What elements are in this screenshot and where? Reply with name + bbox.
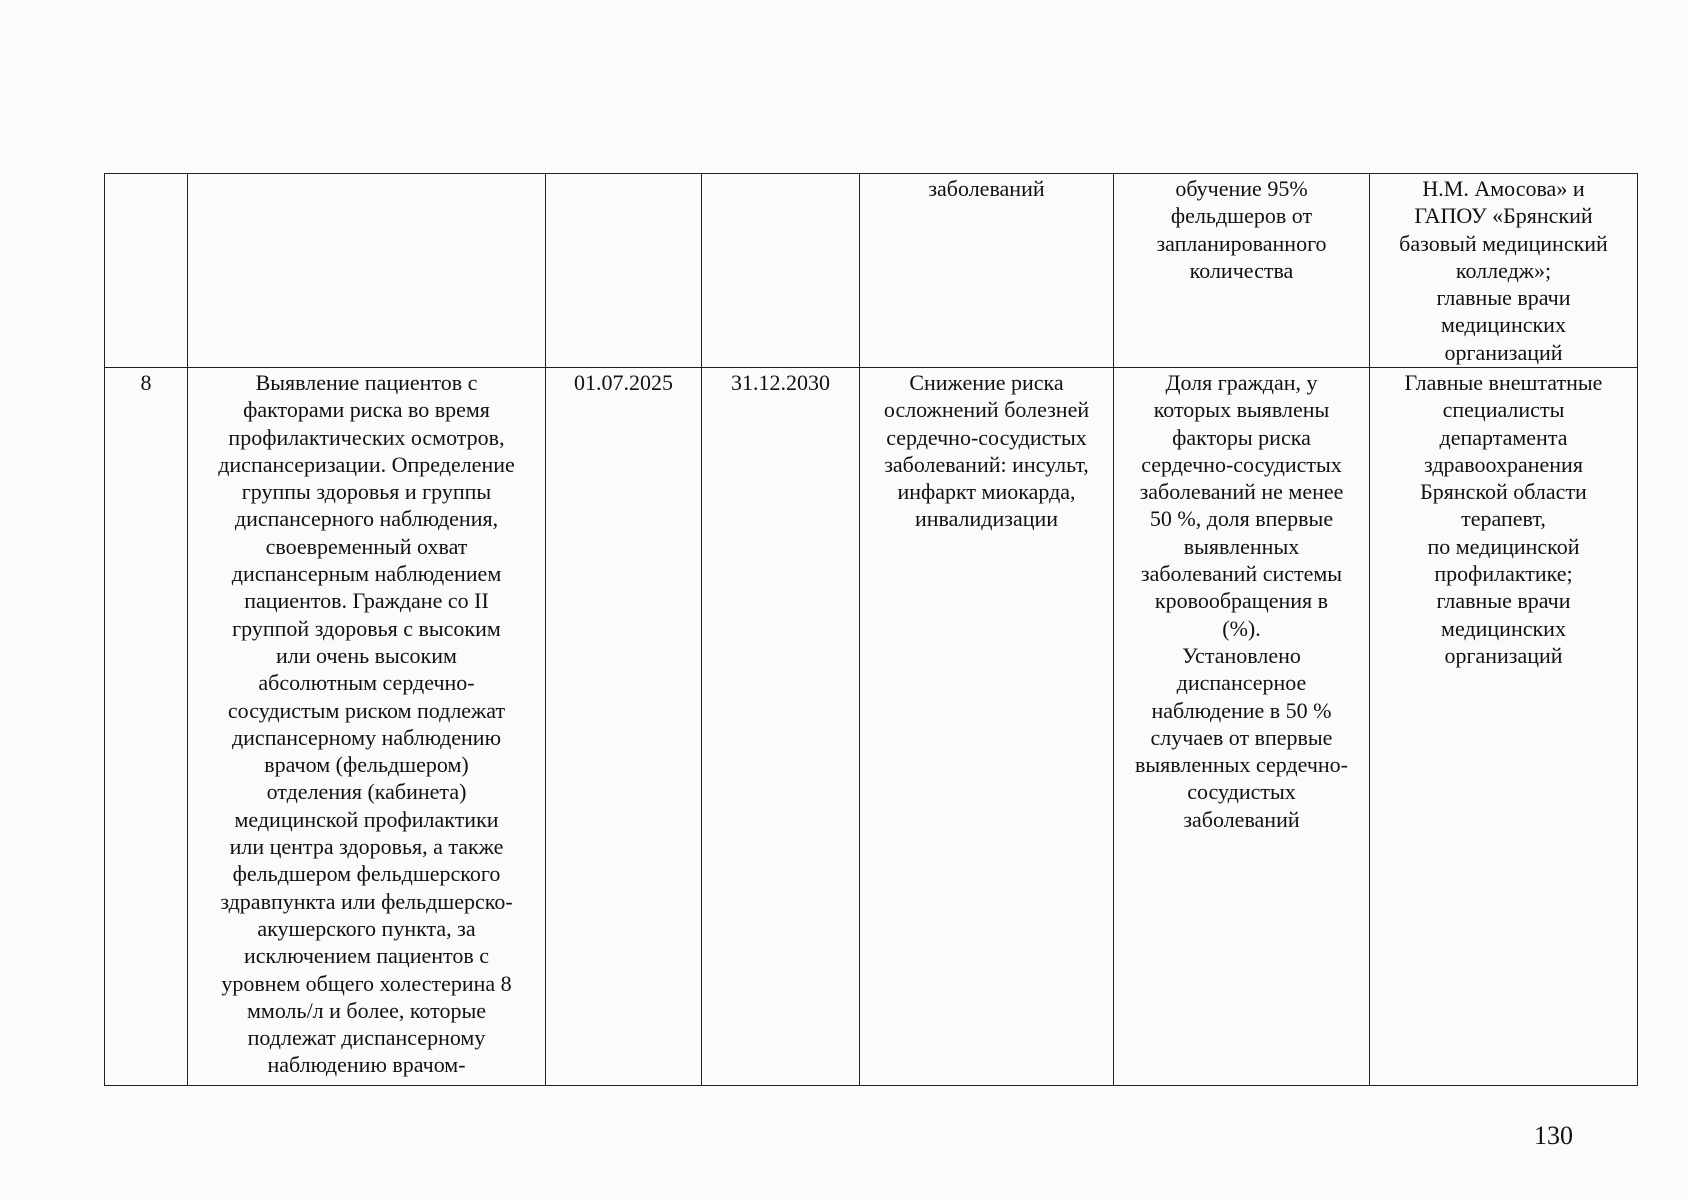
cell-start-date: 01.07.2025 [546, 368, 702, 1086]
cell-expected-result: заболеваний [860, 174, 1114, 368]
cell-end-date [702, 174, 860, 368]
cell-responsible: Главные внештатные специалисты департамента здравоохранения Брянской области терапевт, по медицинской профилактике; главные врачи медицинских организаций [1370, 368, 1638, 1086]
cell-indicator: обучение 95% фельдшеров от запланированного количества [1114, 174, 1370, 368]
measures-table [104, 173, 1638, 1086]
table-row-8 [105, 368, 1638, 1086]
cell-indicator: Доля граждан, у которых выявлены факторы риска сердечно-сосудистых заболеваний не менее 50 %, доля впервые выявленных заболеваний системы кровообращения в (%). Установлено диспансерное наблюдение в 50 % случаев от впервые выявленных сердечно- сосудистых заболеваний [1114, 368, 1370, 1086]
cell-number [105, 174, 188, 368]
cell-number: 8 [105, 368, 188, 1086]
cell-responsible: Н.М. Амосова» и ГАПОУ «Брянский базовый медицинский колледж»; главные врачи медицинских организаций [1370, 174, 1638, 368]
cell-description: Выявление пациентов с факторами риска во время профилактических осмотров, диспансеризации. Определение группы здоровья и группы диспансерного наблюдения, своевременный охват диспансерным наблюдением пациентов. Граждане со II группой здоровья с высоким или очень высоким абсолютным сердечно- сосудистым риском подлежат диспансерному наблюдению врачом (фельдшером) отделения (кабинета) медицинской профилактики или центра здоровья, а также фельдшером фельдшерского здравпункта или фельдшерско- акушерского пункта, за исключением пациентов с уровнем общего холестерина 8 ммоль/л и более, которые подлежат диспансерному наблюдению врачом- [188, 368, 546, 1086]
cell-description [188, 174, 546, 368]
table-row-continuation [105, 174, 1638, 368]
cell-end-date: 31.12.2030 [702, 368, 860, 1086]
cell-expected-result: Снижение риска осложнений болезней сердечно-сосудистых заболеваний: инсульт, инфаркт миокарда, инвалидизации [860, 368, 1114, 1086]
page-number: 130 [1534, 1121, 1573, 1150]
cell-start-date [546, 174, 702, 368]
